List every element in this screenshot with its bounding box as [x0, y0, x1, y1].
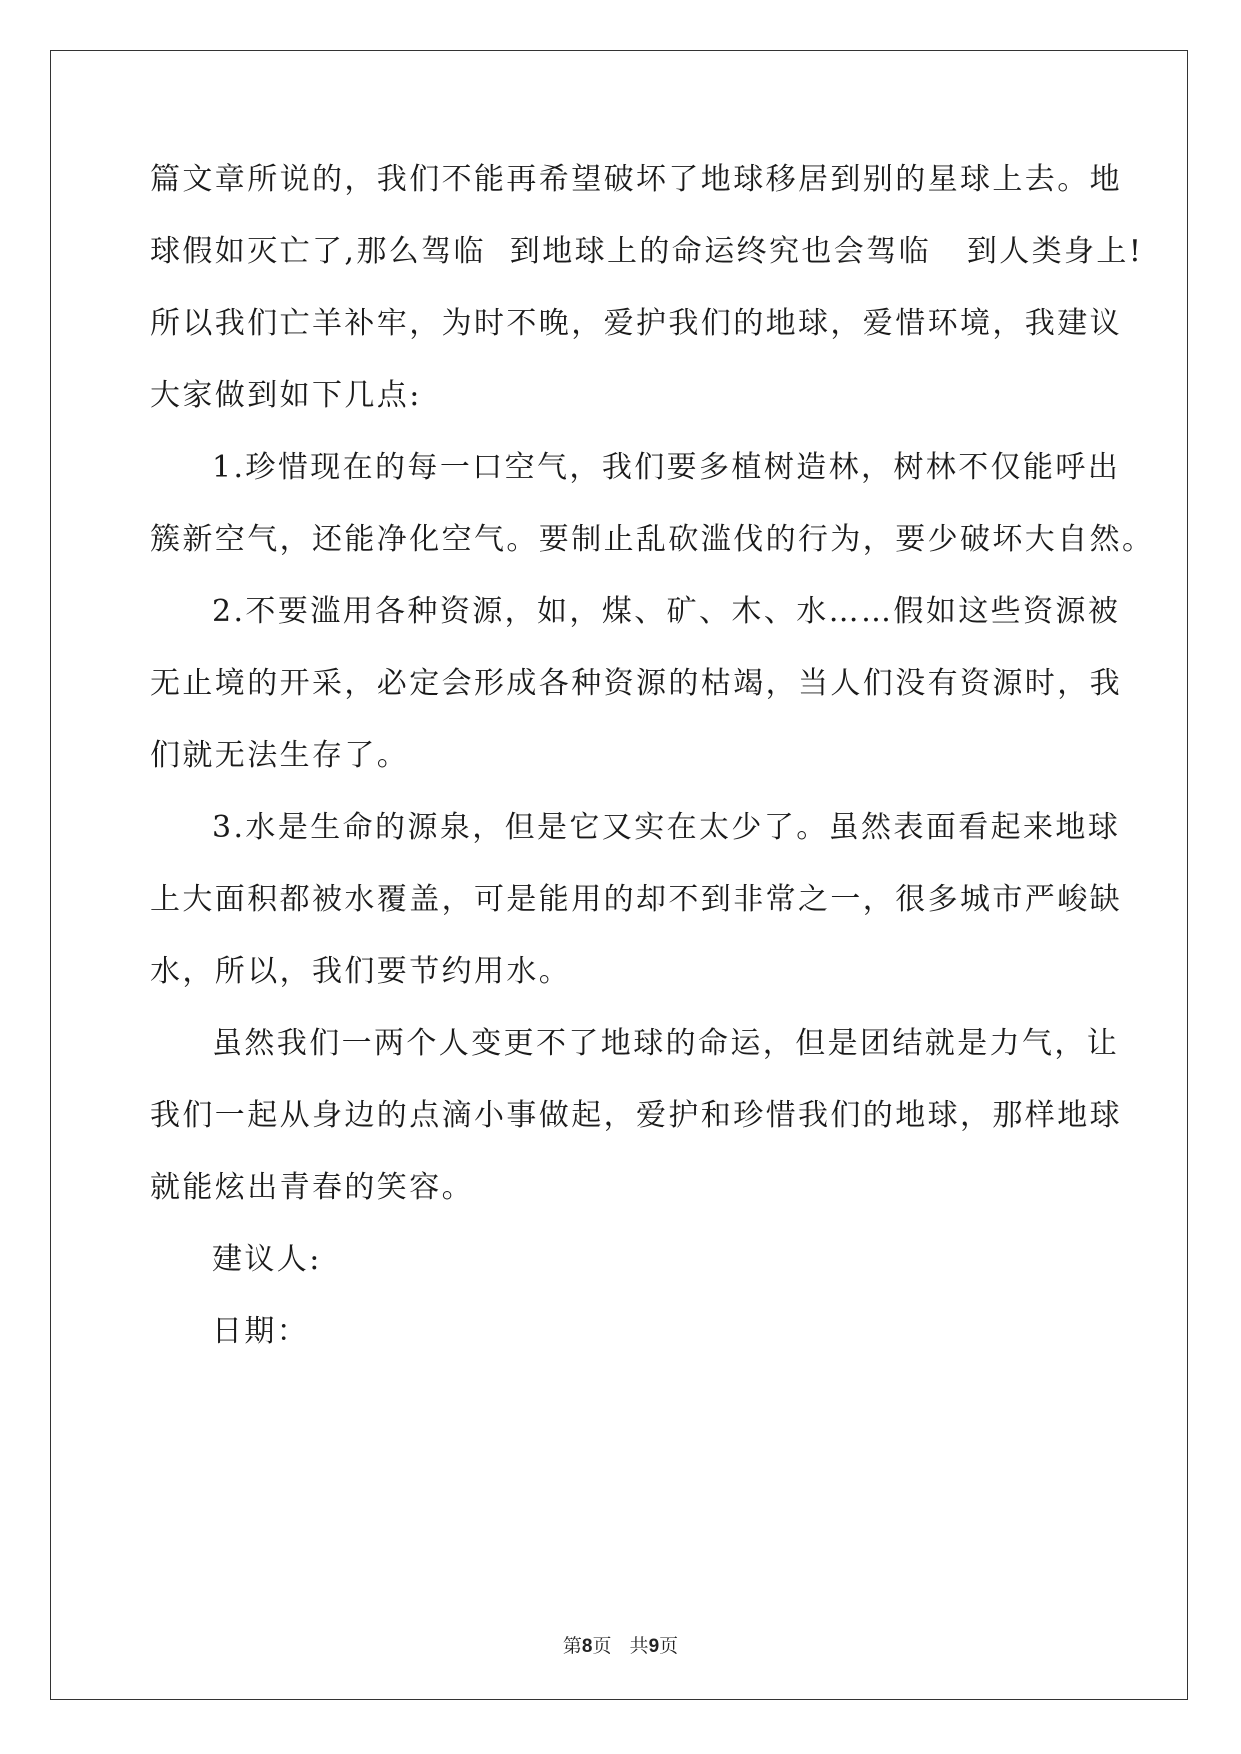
text-line: 所以我们亡羊补牢，为时不晚，爱护我们的地球，爱惜环境，我建议 [150, 306, 1122, 341]
date-label: 日期： [212, 1314, 310, 1349]
page-number [0, 1634, 1241, 1659]
page-suffix: 页 [659, 1635, 679, 1657]
text-line: 就能炫出青春的笑容。 [150, 1170, 474, 1205]
page-middle: 页 共 [592, 1635, 649, 1657]
list-item-2-line: 2.不要滥用各种资源，如，煤、矿、木、水……假如这些资源被 [212, 594, 1121, 629]
list-item-1-line: 1.珍惜现在的每一口空气，我们要多植树造林，树林不仅能呼出 [212, 450, 1121, 485]
total-pages: 9 [648, 1636, 660, 1657]
text-line: 球假如灭亡了,那么驾临 到地球上的命运终究也会驾临 到人类身上! [150, 234, 1144, 269]
text-line: 大家做到如下几点: [150, 378, 422, 413]
text-line: 上大面积都被水覆盖，可是能用的却不到非常之一，很多城市严峻缺 [150, 882, 1122, 917]
paragraph-line: 虽然我们一两个人变更不了地球的命运，但是团结就是力气，让 [212, 1026, 1120, 1061]
text-line: 篇文章所说的，我们不能再希望破坏了地球移居到别的星球上去。地 [150, 162, 1122, 197]
page-prefix: 第 [562, 1635, 582, 1657]
text-line: 无止境的开采，必定会形成各种资源的枯竭，当人们没有资源时，我 [150, 666, 1122, 701]
text-line: 水，所以，我们要节约用水。 [150, 954, 572, 989]
list-item-3-line: 3.水是生命的源泉，但是它又实在太少了。虽然表面看起来地球 [212, 810, 1121, 845]
text-line: 簇新空气，还能净化空气。要制止乱砍滥伐的行为，要少破坏大自然。 [150, 522, 1155, 557]
current-page: 8 [581, 1636, 593, 1657]
proposer-label: 建议人: [212, 1242, 322, 1277]
page-border [50, 50, 1188, 1700]
text-line: 我们一起从身边的点滴小事做起，爱护和珍惜我们的地球，那样地球 [150, 1098, 1122, 1133]
text-line: 们就无法生存了。 [150, 738, 410, 773]
